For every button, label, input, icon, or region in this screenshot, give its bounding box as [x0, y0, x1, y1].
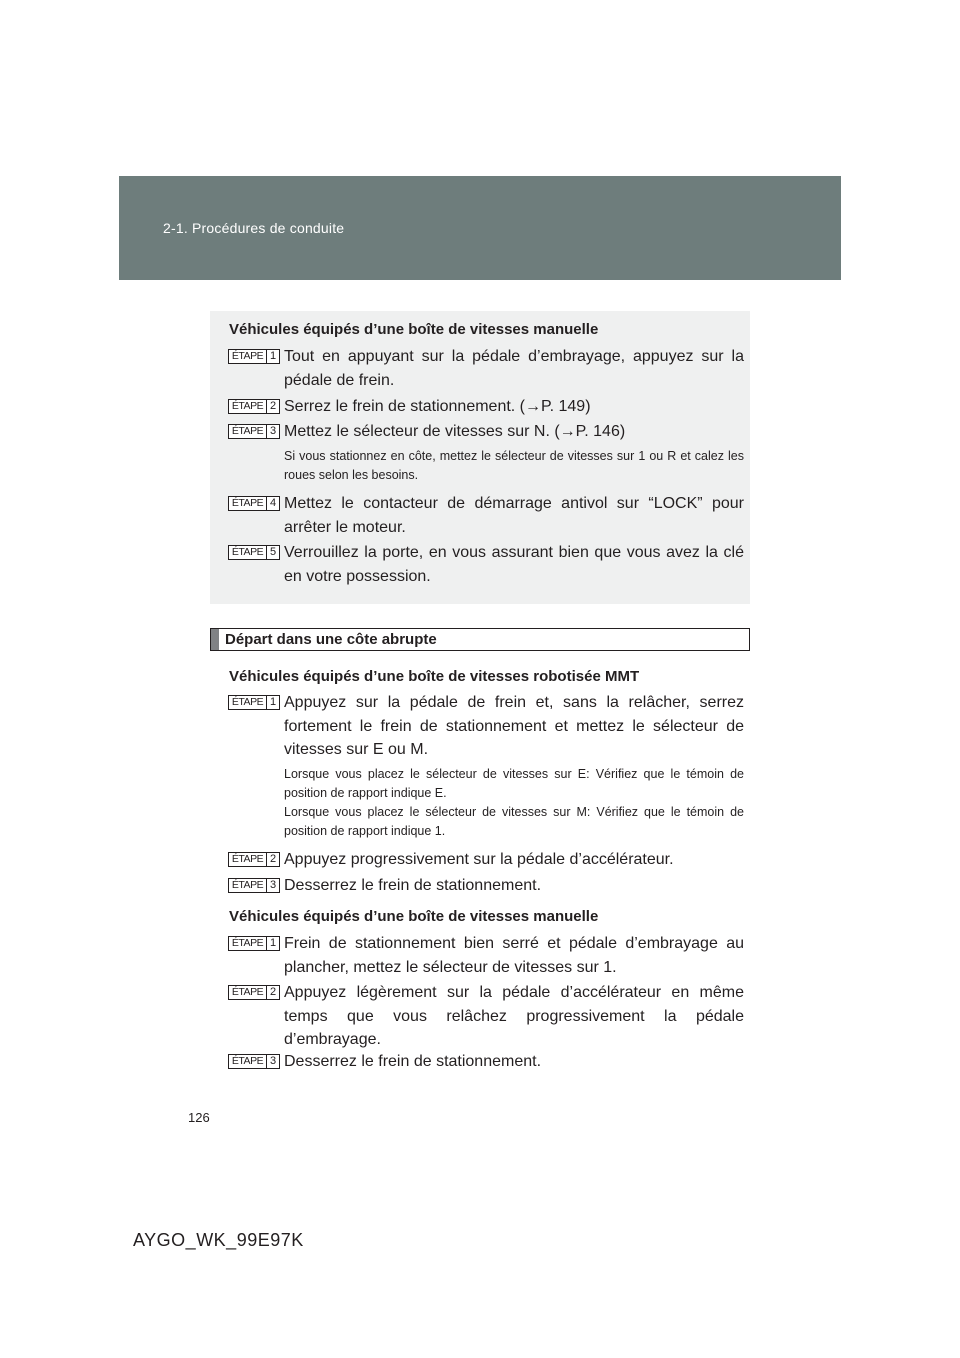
step-badge: ÉTAPE 1: [228, 349, 280, 364]
document-code: AYGO_WK_99E97K: [133, 1230, 304, 1250]
manual-step-1: [228, 932, 744, 979]
step-text: Frein de stationnement bien serré et pédale d’embrayage au plancher, mettez le sélecteur de vitesses sur 1.: [284, 935, 744, 976]
box-step-2: [228, 395, 744, 419]
step-text: Appuyez progressivement sur la pédale d’accélérateur.: [284, 851, 674, 868]
manual-heading: Véhicules équipés d’une boîte de vitesses manuelle: [229, 908, 599, 925]
box-note: Si vous stationnez en côte, mettez le sélecteur de vitesses sur 1 ou R et calez les roues selon les besoins.: [284, 449, 744, 482]
step-badge: ÉTAPE 3: [228, 424, 280, 439]
step-badge: ÉTAPE 1: [228, 695, 280, 710]
section-accent: [211, 629, 219, 650]
step-text: Appuyez sur la pédale de frein et, sans la relâcher, serrez fortement le frein de stationnement et mettez le sélecteur de vitesses sur E ou M.: [284, 694, 744, 758]
box-step-5: [228, 541, 744, 588]
mmt-heading: Véhicules équipés d’une boîte de vitesses robotisée MMT: [229, 668, 640, 685]
manual-step-3: [228, 1050, 744, 1074]
mmt-step-1: [228, 691, 744, 762]
step-text: Mettez le contacteur de démarrage antivol sur “LOCK” pour arrêter le moteur.: [284, 495, 744, 536]
step-badge: ÉTAPE 4: [228, 496, 280, 511]
mmt-note-2: Lorsque vous placez le sélecteur de vitesses sur M: Vérifiez que le témoin de position de rapport indique 1.: [284, 805, 744, 838]
step-badge: ÉTAPE 3: [228, 878, 280, 893]
mmt-step-2: [228, 848, 744, 872]
step-text: Desserrez le frein de stationnement.: [284, 877, 542, 894]
section-breadcrumb: 2-1. Procédures de conduite: [163, 220, 345, 236]
box-step-4: [228, 492, 744, 539]
step-badge: ÉTAPE 5: [228, 545, 280, 560]
step-text: Serrez le frein de stationnement. (→P. 149): [284, 398, 591, 415]
step-badge: ÉTAPE 2: [228, 399, 280, 414]
mmt-step-3: [228, 874, 744, 898]
step-badge: ÉTAPE 1: [228, 936, 280, 951]
mmt-note-1: Lorsque vous placez le sélecteur de vitesses sur E: Vérifiez que le témoin de position de rapport indique E.: [284, 767, 744, 800]
box-step-3: [228, 420, 744, 444]
step-text: Tout en appuyant sur la pédale d’embrayage, appuyez sur la pédale de frein.: [284, 348, 744, 389]
box-step-1: [228, 345, 744, 392]
step-text: Appuyez légèrement sur la pédale d’accélérateur en même temps que vous relâchez progressivement la pédale d’embrayage.: [284, 984, 744, 1048]
step-text: Desserrez le frein de stationnement.: [284, 1053, 542, 1070]
step-text: Mettez le sélecteur de vitesses sur N. (→P. 146): [284, 423, 626, 440]
step-badge: ÉTAPE 2: [228, 852, 280, 867]
step-badge: ÉTAPE 3: [228, 1054, 280, 1069]
step-badge: ÉTAPE 2: [228, 985, 280, 1000]
manual-step-2: [228, 981, 744, 1052]
box-heading: Véhicules équipés d’une boîte de vitesses manuelle: [229, 321, 599, 338]
page-number: 126: [188, 1110, 210, 1125]
step-text: Verrouillez la porte, en vous assurant bien que vous avez la clé en votre possession.: [284, 544, 744, 585]
section-title: Départ dans une côte abrupte: [225, 631, 437, 648]
section-title-bar: [210, 628, 750, 651]
